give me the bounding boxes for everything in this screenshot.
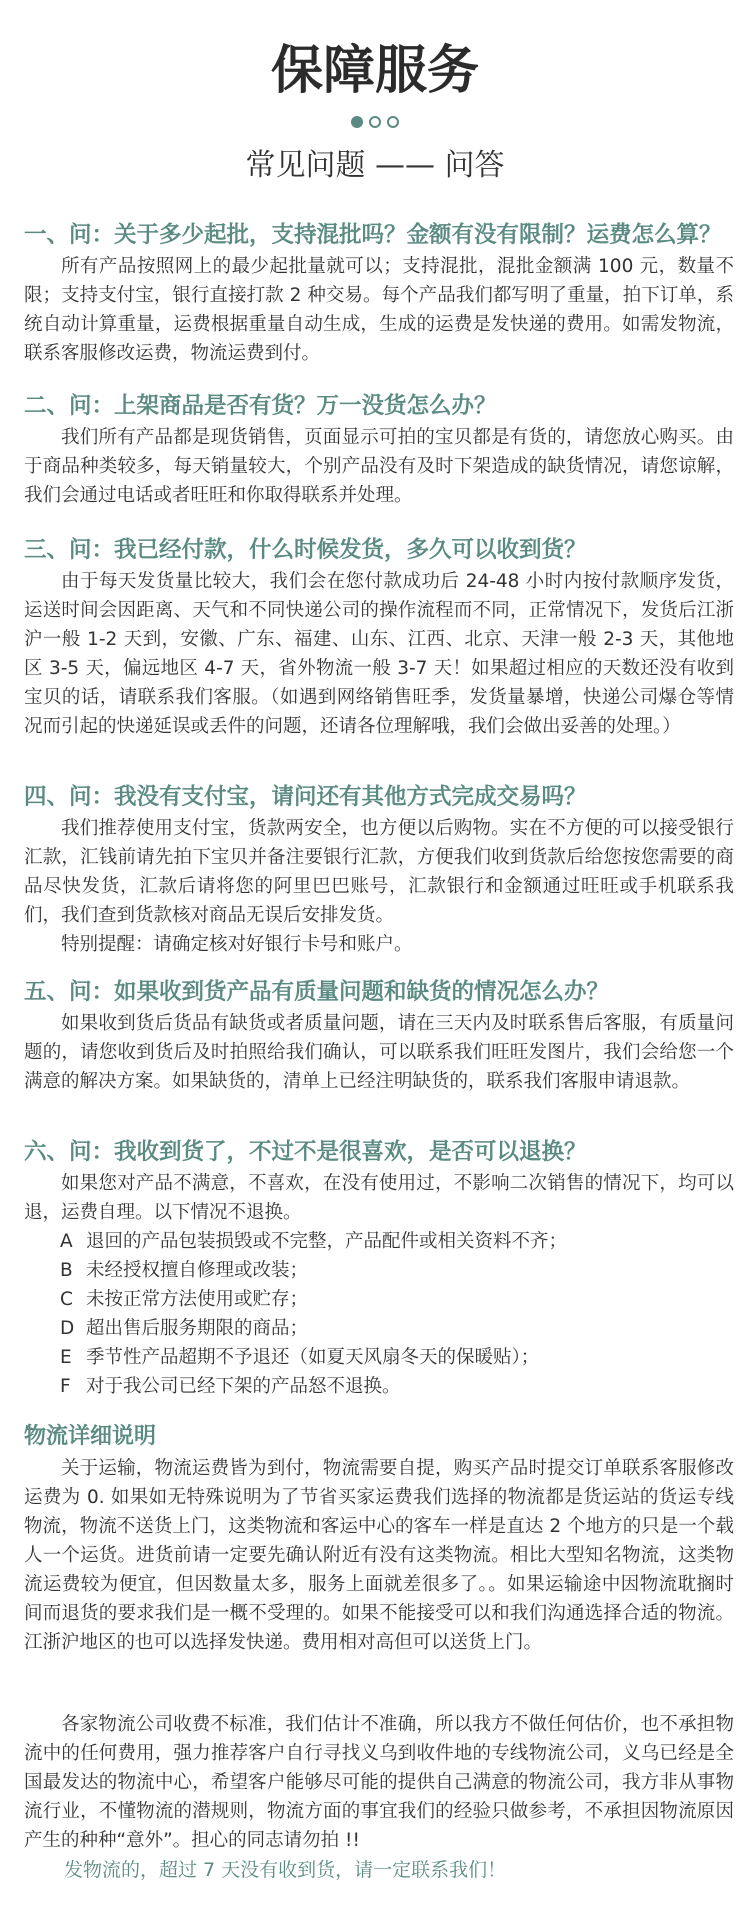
answer-paragraph: 我们所有产品都是现货销售，页面显示可拍的宝贝都是有货的，请您放心购买。由于商品种类较多，每天销量较大，个别产品没有及时下架造成的缺货情况，请您谅解，我们会通过电话或者旺旺和你取得联系并处理。	[24, 427, 734, 506]
question-heading: 四、问：我没有支付宝，请问还有其他方式完成交易吗？	[24, 784, 587, 810]
page-subtitle: 常见问题 —— 问答	[245, 148, 505, 183]
logistics-section	[24, 1420, 734, 1657]
page-title: 保障服务	[270, 41, 479, 101]
list-item	[24, 1314, 734, 1343]
answer-paragraph: 我们推荐使用支付宝，货款两安全，也方便以后购物。实在不方便的可以接受银行汇款，汇钱前请先拍下宝贝并备注要银行汇款，方便我们收到货款后给您按您需要的商品尽快发货，汇款后请将您的阿里巴巴账号，汇款银行和金额通过旺旺或手机联系我们，我们查到货款核对商品无误后安排发货。	[24, 818, 734, 926]
faq-section-2	[24, 389, 734, 510]
list-item	[24, 1372, 734, 1401]
item-text: 未按正常方法使用或贮存；	[86, 1289, 309, 1310]
list-item	[24, 1227, 734, 1256]
list-item	[24, 1256, 734, 1285]
logistics-heading: 物流详细说明	[24, 1424, 157, 1449]
item-key: F	[60, 1376, 71, 1397]
special-reminder: 特别提醒：请确定核对好银行卡号和账户。	[61, 934, 413, 955]
logistics-paragraph-1: 关于运输，物流运费皆为到付，物流需要自提，购买产品时提交订单联系客服修改运费为 0. 如果如无特殊说明为了节省买家运费我们选择的物流都是货运站的货运专线物流，物流不送货上门，这类物流和客运中心的客车一样是直达 2 个地方的只是一个载人一个运货。进货前请一定要先确认附近有没有这类物流。相比大型知名物流，这类物流运费较为便宜，但因数量太多，服务上面就差很多了。。如果运输途中因物流耽搁时间而退货的要求我们是一概不受理的。如果不能接受可以和我们沟通选择合适的物流。江浙沪地区的也可以选择发快递。费用相对高但可以送货上门。	[24, 1458, 734, 1653]
faq-section-3	[24, 533, 734, 741]
question-heading: 三、问：我已经付款，什么时候发货，多久可以收到货？	[24, 537, 587, 563]
item-key: C	[60, 1289, 73, 1310]
item-text: 季节性产品超期不予退还（如夏天风扇冬天的保暖贴）；	[86, 1347, 540, 1368]
list-item	[24, 1343, 734, 1372]
title-dots-decoration	[0, 116, 750, 130]
faq-section-4	[24, 780, 734, 959]
dot-icon	[351, 116, 363, 128]
question-heading: 一、问：关于多少起批，支持混批吗？金额有没有限制？运费怎么算？	[24, 222, 722, 248]
item-key: A	[60, 1231, 73, 1252]
item-key: E	[60, 1347, 72, 1368]
item-key: D	[60, 1318, 75, 1339]
answer-paragraph: 如果您对产品不满意，不喜欢，在没有使用过，不影响二次销售的情况下，均可以退，运费自理。以下情况不退换。	[24, 1173, 734, 1223]
item-key: B	[60, 1260, 73, 1281]
faq-section-6	[24, 1135, 734, 1401]
logistics-footer-wrap	[24, 1855, 734, 1885]
logistics-footer-note: 发物流的，超过 7 天没有收到货，请一定联系我们！	[64, 1859, 507, 1881]
item-text: 退回的产品包装损毁或不完整，产品配件或相关资料不齐；	[86, 1231, 568, 1252]
faq-section-1	[24, 218, 734, 368]
question-heading: 二、问：上架商品是否有货？万一没货怎么办？	[24, 393, 497, 419]
list-item	[24, 1285, 734, 1314]
logistics-section-2	[24, 1710, 734, 1855]
question-heading: 五、问：如果收到货产品有质量问题和缺货的情况怎么办？	[24, 979, 610, 1005]
item-text: 超出售后服务期限的商品；	[86, 1318, 309, 1339]
answer-paragraph: 由于每天发货量比较大，我们会在您付款成功后 24-48 小时内按付款顺序发货，运送时间会因距离、天气和不同快递公司的操作流程而不同，正常情况下，发货后江浙沪一般 1-2 天到，安徽、广东、福建、山东、江西、北京、天津一般 2-3 天，其他地区 3-5 天，偏远地区 4-7 天，省外物流一般 3-7 天！如果超过相应的天数还没有收到宝贝的话，请联系我们客服。（如遇到网络销售旺季，发货量暴增，快递公司爆仓等情况而引起的快递延误或丢件的问题，还请各位理解哦，我们会做出妥善的处理。）	[24, 571, 734, 737]
logistics-paragraph-2: 各家物流公司收费不标准，我们估计不准确，所以我方不做任何估价，也不承担物流中的任何费用，强力推荐客户自行寻找义乌到收件地的专线物流公司，义乌已经是全国最发达的物流中心，希望客户能够尽可能的提供自己满意的物流公司，我方非从事物流行业，不懂物流的潜规则，物流方面的事宜我们的经验只做参考，不承担因物流原因产生的种种“意外”。担心的同志请勿拍 !!	[24, 1714, 734, 1851]
faq-section-5	[24, 975, 734, 1096]
answer-paragraph: 所有产品按照网上的最少起批量就可以；支持混批，混批金额满 100 元，数量不限；支持支付宝，银行直接打款 2 种交易。每个产品我们都写明了重量，拍下订单，系统自动计算重量，运费根据重量自动生成，生成的运费是发快递的费用。如需发物流，联系客服修改运费，物流运费到付。	[24, 256, 734, 364]
dot-icon	[387, 116, 399, 128]
answer-paragraph: 如果收到货后货品有缺货或者质量问题，请在三天内及时联系售后客服，有质量问题的，请您收到货后及时拍照给我们确认，可以联系我们旺旺发图片，我们会给您一个满意的解决方案。如果缺货的，清单上已经注明缺货的，联系我们客服申请退款。	[24, 1013, 734, 1092]
question-heading: 六、问：我收到货了，不过不是很喜欢，是否可以退换？	[24, 1139, 587, 1165]
item-text: 对于我公司已经下架的产品怒不退换。	[86, 1376, 401, 1397]
item-text: 未经授权擅自修理或改装；	[86, 1260, 309, 1281]
dot-icon	[369, 116, 381, 128]
